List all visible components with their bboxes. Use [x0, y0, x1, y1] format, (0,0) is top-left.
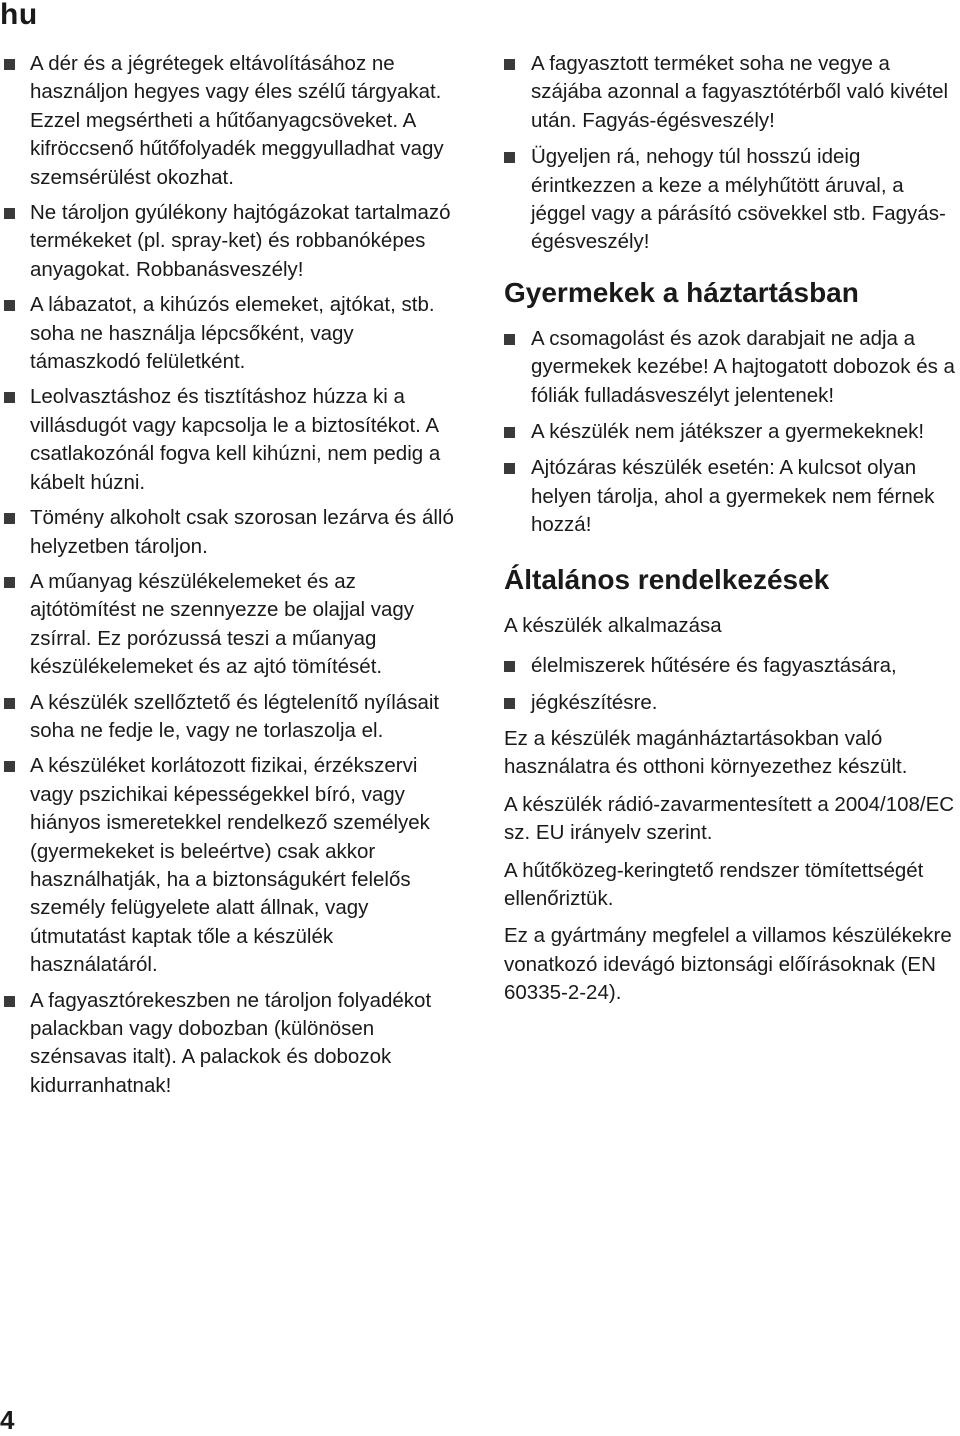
list-item [4, 689, 466, 746]
list-item-text: élelmiszerek hűtésére és fagyasztására, [531, 654, 897, 678]
list-item [4, 199, 466, 284]
list-item [504, 50, 958, 135]
general-paragraph: A készülék rádió-zavarmentesített a 2004/108/EC sz. EU irányelv szerint. [504, 792, 955, 845]
list-item [4, 291, 466, 376]
page-number: 4 [0, 1405, 15, 1435]
general-paragraph: Ez a készülék magánháztartásokban való használatra és otthoni környezethez készült. [504, 726, 908, 779]
list-item [504, 325, 958, 410]
square-bullet-icon [504, 463, 515, 474]
list-item-text: Ne tároljon gyúlékony hajtógázokat tartalmazó termékeket (pl. spray-ket) és robbanóképes anyagokat. Robbanásveszély! [30, 201, 451, 281]
section-heading-children: Gyermekek a háztartásban [504, 276, 859, 308]
square-bullet-icon [4, 996, 15, 1007]
list-item-text: A készülék nem játékszer a gyermekeknek! [531, 420, 925, 444]
square-bullet-icon [504, 661, 515, 672]
general-intro: A készülék alkalmazása [504, 613, 722, 637]
square-bullet-icon [4, 208, 15, 219]
list-item-text: A fagyasztórekeszben ne tároljon folyadékot palackban vagy dobozban (különösen szénsavas italt). A palackok és dobozok kidurranhatnak! [30, 988, 432, 1097]
square-bullet-icon [4, 513, 15, 524]
list-item [4, 50, 466, 192]
list-item [504, 689, 958, 717]
list-item [4, 568, 466, 682]
list-item-text: A fagyasztott terméket soha ne vegye a szájába azonnal a fagyasztótérből való kivétel után. Fagyás-égésveszély! [531, 52, 949, 132]
safety-list-right [504, 50, 958, 257]
list-item-text: Leolvasztáshoz és tisztításhoz húzza ki a villásdugót vagy kapcsolja le a biztosítékot. A csatlakozónál fogva kell kihúzni, nem pedig a kábelt húzni. [30, 385, 441, 494]
right-column [504, 50, 958, 1017]
list-item [4, 752, 466, 979]
list-item-text: Tömény alkoholt csak szorosan lezárva és álló helyzetben tároljon. [30, 506, 454, 558]
children-list [504, 325, 958, 540]
list-item-text: jégkészítésre. [531, 690, 658, 714]
safety-list-left [4, 50, 466, 1100]
section-heading-general: Általános rendelkezések [504, 563, 830, 595]
left-column [4, 50, 466, 1107]
list-item [504, 652, 958, 680]
list-item [504, 418, 958, 446]
square-bullet-icon [4, 392, 15, 403]
list-item-text: A dér és a jégrétegek eltávolításához ne használjon hegyes vagy éles szélű tárgyakat. Ezzel megsértheti a hűtőanyagcsöveket. A kifröccsenő hűtőfolyadék meggyulladhat vagy szemsérülést okozhat. [30, 52, 444, 189]
square-bullet-icon [504, 427, 515, 438]
usage-list [504, 652, 958, 717]
list-item [504, 143, 958, 257]
square-bullet-icon [4, 300, 15, 311]
square-bullet-icon [4, 59, 15, 70]
list-item-text: A lábazatot, a kihúzós elemeket, ajtókat, stb. soha ne használja lépcsőként, vagy támaszkodó felületként. [30, 293, 435, 374]
square-bullet-icon [4, 577, 15, 588]
list-item-text: A készülék szellőztető és légtelenítő nyílásait soha ne fedje le, vagy ne torlaszolja el. [30, 690, 440, 742]
list-item [4, 987, 466, 1101]
general-paragraph: A hűtőközeg-keringtető rendszer tömítettségét ellenőriztük. [504, 858, 924, 910]
square-bullet-icon [504, 152, 515, 163]
list-item-text: A csomagolást és azok darabjait ne adja a gyermekek kezébe! A hajtogatott dobozok és a fóliák fulladásveszélyt jelentenek! [531, 326, 955, 407]
square-bullet-icon [504, 698, 515, 709]
square-bullet-icon [504, 334, 515, 345]
list-item [4, 504, 466, 561]
language-code: hu [0, 0, 38, 31]
list-item [504, 454, 958, 539]
list-item-text: Ajtózáras készülék esetén: A kulcsot olyan helyen tárolja, ahol a gyermekek nem férnek hozzá! [531, 456, 935, 537]
square-bullet-icon [4, 698, 15, 709]
square-bullet-icon [4, 761, 15, 772]
list-item-text: A műanyag készülékelemeket és az ajtótömítést ne szennyezze be olajjal vagy zsírral. Ez porózussá teszi a műanyag készülékelemeket és az ajtó tömítését. [30, 569, 415, 679]
general-paragraph: Ez a gyártmány megfelel a villamos készülékekre vonatkozó idevágó biztonsági előírásoknak (EN 60335-2-24). [504, 924, 952, 1005]
list-item [4, 383, 466, 497]
square-bullet-icon [504, 59, 515, 70]
list-item-text: A készüléket korlátozott fizikai, érzékszervi vagy pszichikai képességekkel bíró, vagy hiányos ismeretekkel rendelkező személyek (gyermekeket is beleértve) csak akkor használhatják, ha a biztonságukért felelős személy felügyelete alatt állnak, vagy útmutatást kaptak tőle a készülék használatáról. [30, 754, 430, 977]
list-item-text: Ügyeljen rá, nehogy túl hosszú ideig érintkezzen a keze a mélyhűtött áruval, a jéggel vagy a párásító csövekkel stb. Fagyás-égésveszély! [531, 145, 946, 254]
